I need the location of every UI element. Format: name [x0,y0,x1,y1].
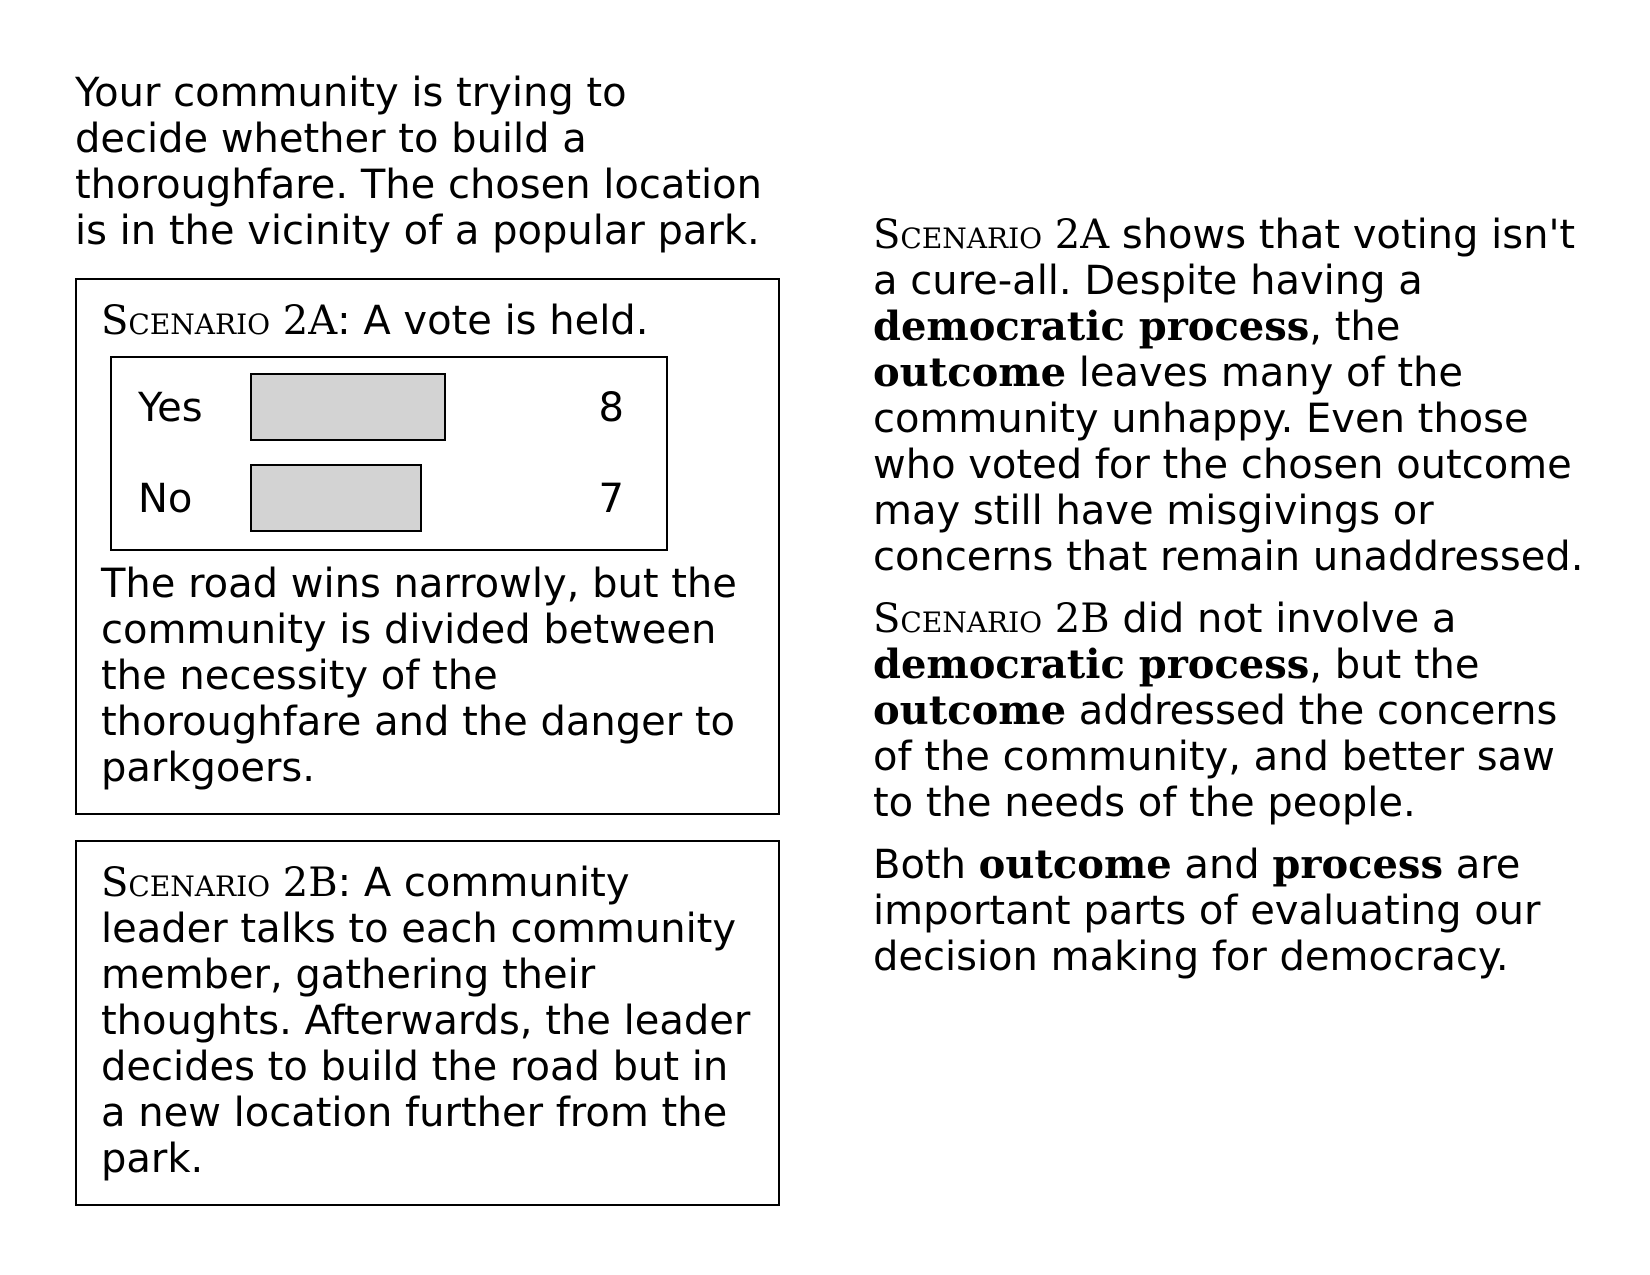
p2-text-2: , but the [1309,642,1480,688]
p3-text-3: are important parts of evaluating our decision making for democracy. [873,842,1541,980]
vote-count-no: 7 [598,476,624,522]
vote-bar-yes [250,373,446,441]
p1-text-2: , the [1309,304,1401,350]
p3-bold-outcome: outcome [978,841,1172,888]
scenario-2a-result: The road wins narrowly, but the community is divided between the necessity of the thoroughfare and the danger to parkgoers. [101,561,737,791]
scenario-2b-text: : A community leader talks to each community member, gathering their thoughts. Afterwards, the leader decides to build the road but in a new location further from the park. [101,860,751,1182]
p2-bold-democratic-process: democratic process [873,641,1310,688]
scenario-2b-box [75,840,780,1206]
scenario-2b-text-block [101,860,756,1182]
scenario-2a-ref: Scenario 2A [873,212,1110,258]
right-column [873,212,1593,996]
scenario-2a-label: Scenario 2A [101,298,338,344]
p3-text-2: and [1171,842,1273,888]
scenario-2a-box [75,278,780,815]
vote-count-yes: 8 [598,385,624,431]
p1-bold-democratic-process: democratic process [873,303,1310,350]
scenario-2a-heading-text: : A vote is held. [337,298,649,344]
vote-label-no: No [138,476,193,522]
p2-text-3: addressed the concerns of the community, and better saw to the needs of the people. [873,688,1558,826]
vote-row-no [112,464,666,534]
vote-bar-no [250,464,422,532]
scenario-2b-ref: Scenario 2B [873,596,1110,642]
vote-row-yes [112,373,666,443]
p3-text-1: Both [873,842,979,888]
vote-label-yes: Yes [138,385,203,431]
scenario-2a-heading [101,298,756,344]
left-column [75,70,815,254]
p1-bold-outcome: outcome [873,349,1067,396]
explanation-paragraph-3 [873,842,1593,980]
p1-text-3: leaves many of the community unhappy. Even those who voted for the chosen outcome may still have misgivings or concerns that remain unaddressed. [873,350,1584,580]
explanation-paragraph-1 [873,212,1593,580]
p2-bold-outcome: outcome [873,687,1067,734]
intro-text: Your community is trying to decide whether to build a thoroughfare. The chosen location is in the vicinity of a popular park. [75,70,762,254]
p1-text-1: shows that voting isn't a cure-all. Despite having a [873,212,1576,304]
vote-results-table [110,356,668,551]
p2-text-1: did not involve a [1109,596,1457,642]
explanation-paragraph-2 [873,596,1593,826]
scenario-2b-label: Scenario 2B [101,860,338,906]
p3-bold-process: process [1272,841,1443,888]
